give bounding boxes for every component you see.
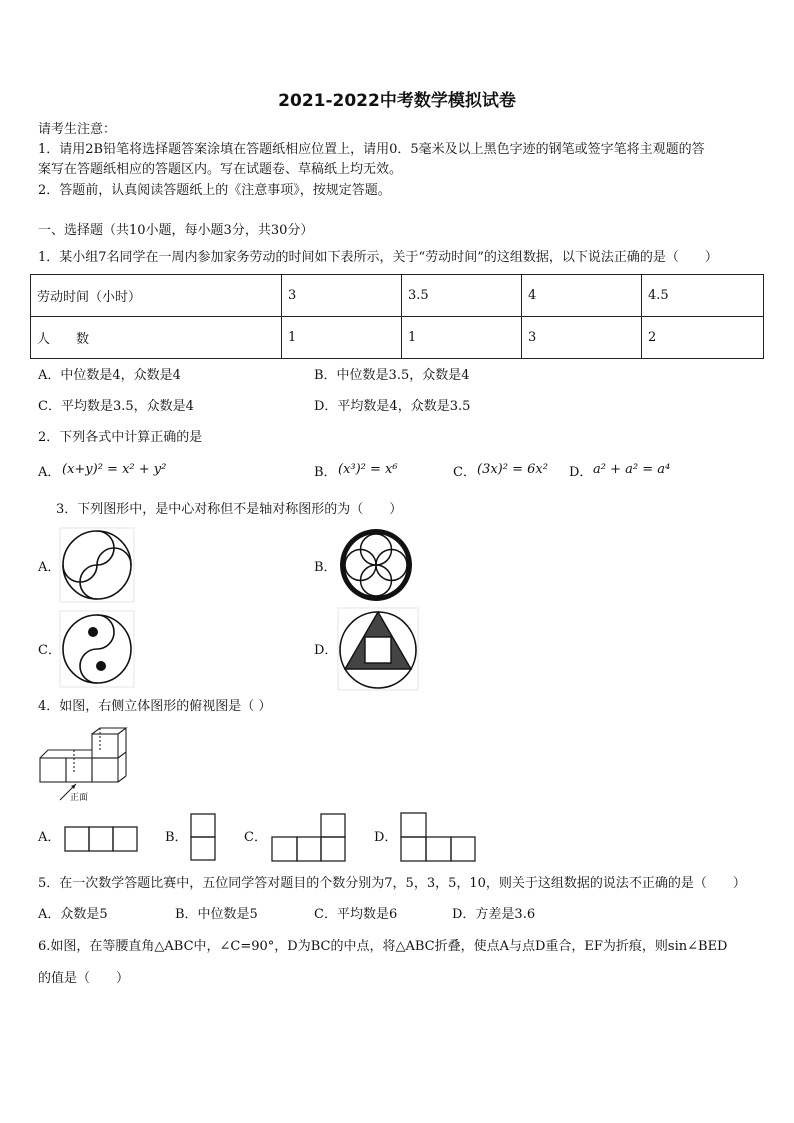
table-cell: 3.5 (402, 275, 522, 317)
q5-option-d: D．方差是3.6 (452, 907, 536, 922)
q2-option-a-expression: (x+y)² = x² + y² (62, 462, 167, 477)
q5-option-c: C．平均数是6 (314, 907, 398, 922)
q1-option-b: B．中位数是3.5，众数是4 (314, 368, 470, 383)
question-1-stem: 1．某小组7名同学在一周内参加家务劳动的时间如下表所示，关于“劳动时间”的这组数据，以下说法正确的是（ ） (38, 250, 718, 265)
q1-option-d: D．平均数是4，众数是3.5 (314, 399, 471, 414)
table-cell: 3 (522, 317, 642, 359)
q2-option-b-expression: (x³)² = x⁶ (338, 462, 398, 477)
table-cell: 4 (522, 275, 642, 317)
q3-option-d-label: D． (314, 643, 338, 658)
q3-figure-d-triangle-square (338, 608, 418, 690)
q4-figure-a (64, 826, 139, 853)
notice-item-2: 2．答题前，认真阅读答题纸上的《注意事项》，按规定答题。 (38, 183, 391, 198)
q4-front-label: 正面 (70, 793, 89, 803)
question-2-stem: 2．下列各式中计算正确的是 (38, 430, 203, 445)
q4-option-d-label: D． (374, 830, 398, 845)
q4-figure-d (400, 812, 478, 864)
table-row (31, 317, 764, 359)
q1-option-c: C．平均数是3.5，众数是4 (38, 399, 194, 414)
q3-figure-b-four-petal (338, 527, 414, 603)
question-6-stem-line-2: 的值是（ ） (38, 971, 130, 986)
q3-option-c-label: C． (38, 643, 61, 658)
q2-option-c-label: C． (453, 465, 476, 480)
q2-option-d-expression: a² + a² = a⁴ (593, 462, 671, 477)
q2-option-a-label: A． (38, 465, 61, 480)
question-6-stem-line-1: 6.如图，在等腰直角△ABC中，∠C=90°，D为BC的中点，将△ABC折叠，使点A与点D重合，EF为折痕，则sin∠BED (38, 939, 728, 954)
q4-option-b-label: B． (165, 830, 188, 845)
table-cell: 4.5 (642, 275, 764, 317)
table-cell: 3 (282, 275, 402, 317)
question-5-stem: 5．在一次数学答题比赛中，五位同学答对题目的个数分别为7，5，3，5，10，则关于这组数据的说法不正确的是（ ） (38, 876, 746, 891)
q1-option-a: A．中位数是4，众数是4 (38, 368, 181, 383)
notice-item-1-line-1: 1．请用2B铅笔将选择题答案涂填在答题纸相应位置上，请用0．5毫米及以上黑色字迹的钢笔或签字笔将主观题的答 (38, 142, 705, 157)
q2-option-d-label: D． (569, 465, 593, 480)
table-cell: 2 (642, 317, 764, 359)
q3-figure-c-yin-yang (60, 611, 134, 687)
table-cell: 劳动时间（小时） (31, 275, 282, 317)
table-row (31, 275, 764, 317)
q2-option-b-label: B． (314, 465, 337, 480)
q1-data-table (30, 274, 764, 359)
q3-option-a-label: A． (38, 560, 61, 575)
q3-option-b-label: B． (314, 560, 337, 575)
table-cell: 人 数 (31, 317, 282, 359)
notice-heading: 请考生注意： (38, 122, 117, 137)
page-title: 2021-2022中考数学模拟试卷 (278, 91, 516, 111)
q4-option-c-label: C． (244, 830, 267, 845)
table-cell: 1 (282, 317, 402, 359)
q5-option-b: B．中位数是5 (175, 907, 258, 922)
q4-figure-b (190, 813, 218, 863)
notice-item-1-line-2: 案写在答题纸相应的答题区内。写在试题卷、草稿纸上均无效。 (38, 162, 403, 177)
section-heading: 一、选择题（共10小题，每小题3分，共30分） (38, 223, 314, 238)
q4-option-a-label: A． (38, 830, 61, 845)
question-3-stem: 3．下列图形中，是中心对称但不是轴对称图形的为（ ） (56, 502, 403, 517)
q3-figure-a-swirl (60, 528, 134, 602)
question-4-stem: 4．如图，右侧立体图形的俯视图是（ ） (38, 699, 272, 714)
q2-option-c-expression: (3x)² = 6x² (477, 462, 548, 477)
q5-option-a: A．众数是5 (38, 907, 108, 922)
q4-figure-c (271, 813, 348, 863)
table-cell: 1 (402, 317, 522, 359)
